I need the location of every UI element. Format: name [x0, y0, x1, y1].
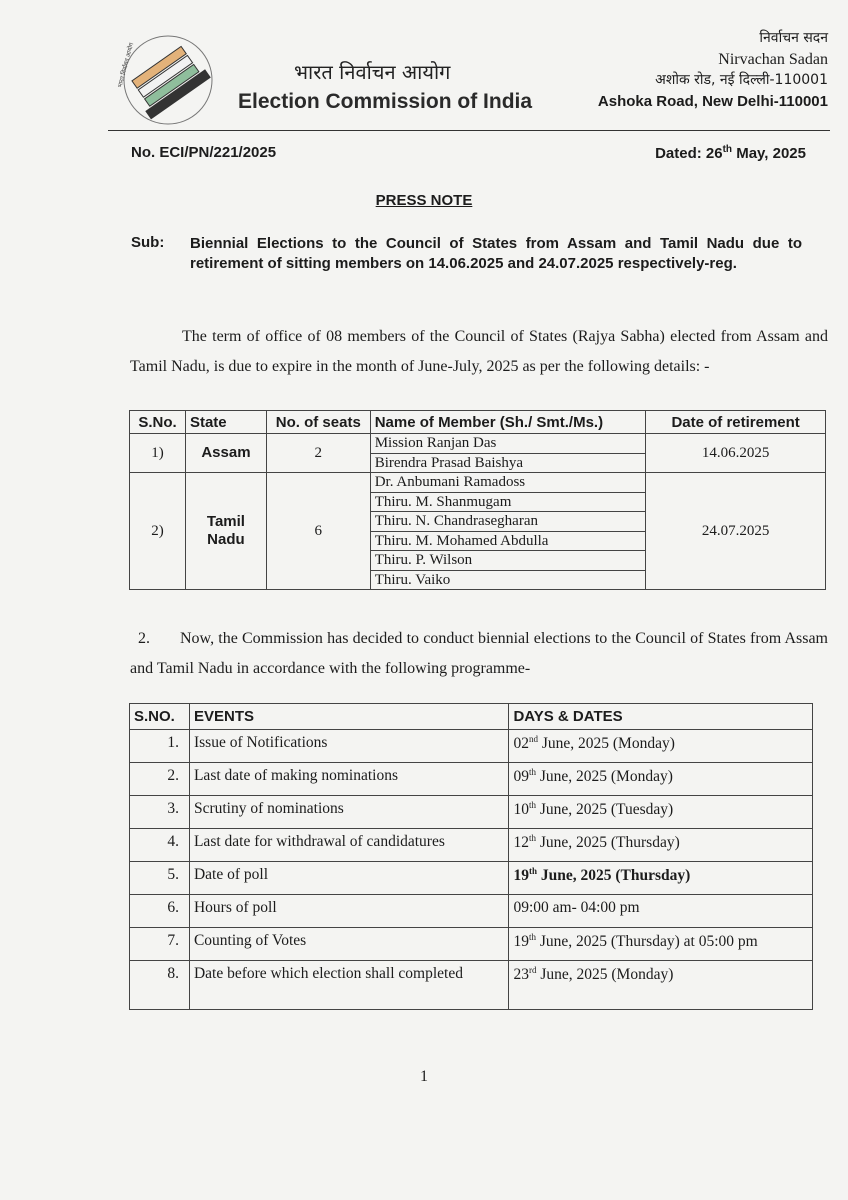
date-day: 12 [513, 834, 529, 852]
subject-label: Sub: [131, 234, 165, 251]
table-row [130, 473, 826, 493]
date-sup: nd [528, 734, 538, 744]
cell-state [185, 473, 266, 590]
eci-logo-icon [112, 30, 220, 126]
cell-member: Thiru. M. Shanmugam [370, 492, 646, 512]
cell-sno: 8. [130, 961, 190, 1010]
date-sup: th [528, 866, 537, 876]
state-line-1: Tamil [206, 513, 245, 530]
table-row [130, 862, 813, 895]
date-day: 19 [513, 933, 529, 951]
paragraph-2-text: Now, the Commission has decided to conduct biennial elections to the Council of States from Assam and Tamil Nadu in accordance with the following programme- [130, 630, 828, 677]
cell-retirement: 24.07.2025 [646, 473, 826, 590]
date-rest: June, 2025 (Tuesday) [535, 801, 674, 819]
date-rest: June, 2025 (Monday) [537, 735, 675, 753]
header-member-name: Name of Member (Sh./ Smt./Ms.) [370, 411, 646, 434]
cell-date [509, 763, 813, 796]
cell-date [509, 961, 813, 1010]
cell-event: Date of poll [189, 862, 509, 895]
cell-sno: 3. [130, 796, 190, 829]
cell-sno: 1. [130, 730, 190, 763]
date-day: 02 [513, 735, 529, 753]
table-row [130, 829, 813, 862]
cell-date [509, 796, 813, 829]
cell-event: Last date of making nominations [189, 763, 509, 796]
date-prefix: Dated: 26 [655, 145, 723, 162]
table-row [130, 730, 813, 763]
state-line-2: Nadu [207, 531, 245, 548]
cell-sno: 2) [130, 473, 186, 590]
address-block [598, 28, 828, 112]
date-sup: th [528, 767, 536, 777]
hindi-title: भारत निर्वाचन आयोग [294, 60, 451, 84]
paragraph-1-text: The term of office of 08 members of the Council of States (Rajya Sabha) elected from Assam and Tamil Nadu, is due to expire in the month of June-July, 2025 as per the following details: - [130, 328, 828, 375]
cell-seats: 2 [266, 434, 370, 473]
cell-sno: 7. [130, 928, 190, 961]
cell-member: Dr. Anbumani Ramadoss [370, 473, 646, 493]
address-english-1: Nirvachan Sadan [718, 51, 828, 68]
header-sno: S.NO. [130, 704, 190, 730]
cell-member: Thiru. P. Wilson [370, 551, 646, 571]
cell-member: Thiru. Vaiko [370, 570, 646, 590]
address-english-2: Ashoka Road, New Delhi-110001 [597, 93, 828, 110]
cell-member: Thiru. M. Mohamed Abdulla [370, 531, 646, 551]
members-header-row [130, 411, 826, 434]
cell-retirement: 14.06.2025 [646, 434, 826, 473]
table-row [130, 961, 813, 1010]
date-sup: rd [528, 965, 537, 975]
members-table [129, 410, 826, 590]
cell-sno: 6. [130, 895, 190, 928]
cell-event: Date before which election shall completed [189, 961, 509, 1010]
date-day: 19 [513, 867, 529, 885]
address-hindi-2: अशोक रोड, नई दिल्ली-110001 [655, 72, 828, 88]
cell-date: 09:00 am- 04:00 pm [509, 895, 813, 928]
cell-sno: 1) [130, 434, 186, 473]
date-rest: June, 2025 (Thursday) at 05:00 pm [535, 933, 758, 951]
date-sup: th [722, 144, 733, 155]
paragraph-2 [130, 624, 828, 684]
date-day: 10 [513, 801, 529, 819]
date-rest: June, 2025 (Thursday) [536, 867, 691, 885]
address-hindi-1: निर्वाचन सदन [759, 30, 828, 46]
date-suffix: May, 2025 [732, 145, 806, 162]
header-dates: DAYS & DATES [509, 704, 813, 730]
cell-sno: 2. [130, 763, 190, 796]
reference-number: No. ECI/PN/221/2025 [131, 144, 277, 161]
subject-text: Biennial Elections to the Council of States from Assam and Tamil Nadu due to retirement of sitting members on 14.06.2025 and 24.07.2025 respectively-reg. [190, 235, 802, 272]
date-sup: th [528, 932, 536, 942]
cell-date [509, 829, 813, 862]
cell-seats: 6 [266, 473, 370, 590]
header-divider [108, 130, 830, 131]
cell-member: Birendra Prasad Baishya [370, 453, 646, 473]
paragraph-1 [130, 322, 828, 382]
date-sup: th [528, 833, 536, 843]
cell-event: Last date for withdrawal of candidatures [189, 829, 509, 862]
english-title: Election Commission of India [238, 90, 533, 113]
press-note-title: PRESS NOTE [375, 192, 473, 209]
cell-event: Counting of Votes [189, 928, 509, 961]
date-rest: June, 2025 (Monday) [536, 966, 674, 984]
cell-event: Issue of Notifications [189, 730, 509, 763]
cell-event: Hours of poll [189, 895, 509, 928]
header-sno: S.No. [130, 411, 186, 434]
paragraph-2-number: 2. [138, 630, 150, 647]
cell-sno: 4. [130, 829, 190, 862]
cell-member: Thiru. N. Chandrasegharan [370, 512, 646, 532]
header-events: EVENTS [189, 704, 509, 730]
programme-header-row [130, 704, 813, 730]
cell-date [509, 730, 813, 763]
header-state: State [185, 411, 266, 434]
table-row [130, 928, 813, 961]
svg-text:भारत निर्वाचन आयोग: भारत निर्वाचन आयोग [117, 42, 136, 89]
table-row [130, 895, 813, 928]
date-day: 09 [513, 768, 529, 786]
programme-table [129, 703, 813, 1010]
date-rest: June, 2025 (Monday) [535, 768, 673, 786]
cell-state: Assam [185, 434, 266, 473]
date-day: 23 [513, 966, 529, 984]
page-number: 1 [420, 1068, 428, 1085]
cell-date [509, 862, 813, 895]
cell-event: Scrutiny of nominations [189, 796, 509, 829]
cell-date [509, 928, 813, 961]
table-row [130, 763, 813, 796]
table-row [130, 796, 813, 829]
header-retirement: Date of retirement [646, 411, 826, 434]
table-row [130, 434, 826, 454]
press-note-heading [0, 192, 848, 209]
cell-sno: 5. [130, 862, 190, 895]
date-line [655, 144, 806, 162]
date-sup: th [528, 800, 536, 810]
date-rest: June, 2025 (Thursday) [535, 834, 680, 852]
cell-member: Mission Ranjan Das [370, 434, 646, 454]
header-seats: No. of seats [266, 411, 370, 434]
